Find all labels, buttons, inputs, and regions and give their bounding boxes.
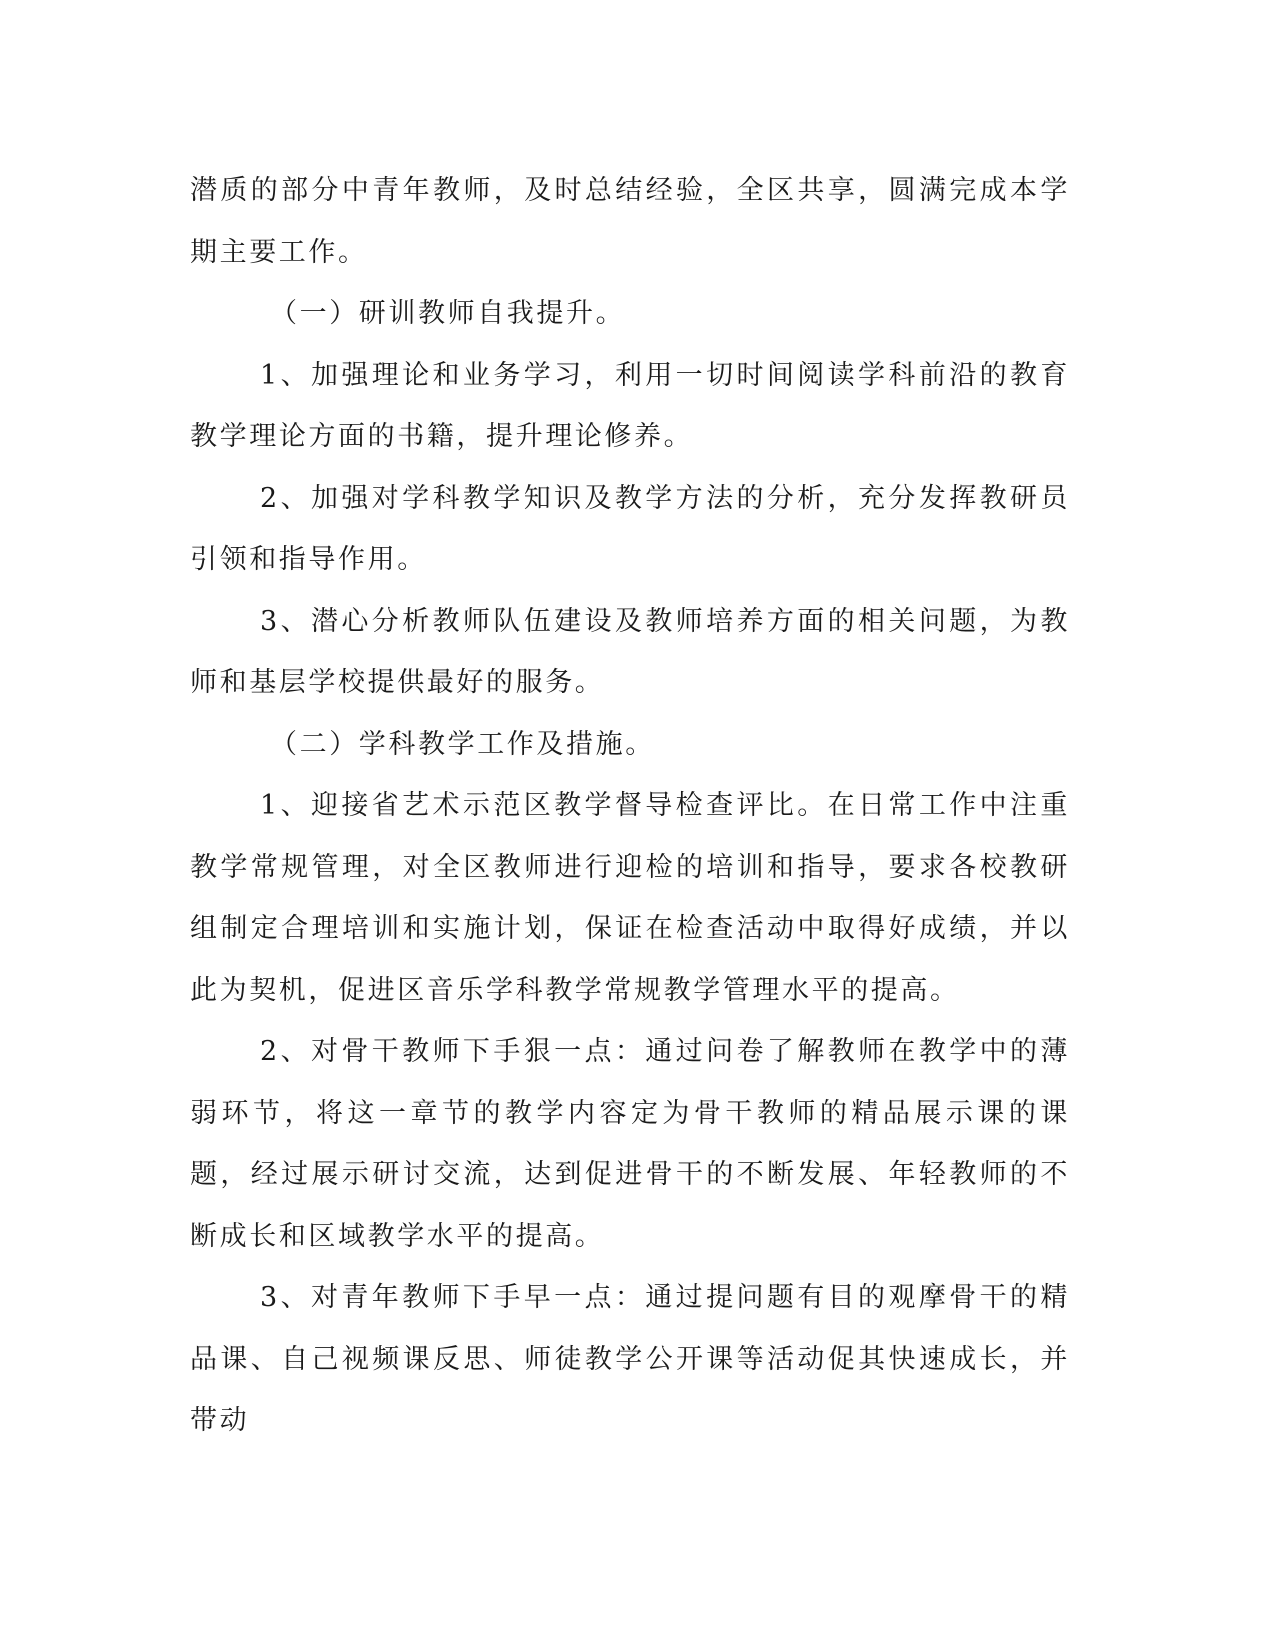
list-item: 2、加强对学科教学知识及教学方法的分析，充分发挥教研员引领和指导作用。 [190,482,1070,575]
list-item: 1、加强理论和业务学习，利用一切时间阅读学科前沿的教育教学理论方面的书籍，提升理论修养。 [190,359,1070,452]
document-body [190,160,1070,1452]
list-item: 3、潜心分析教师队伍建设及教师培养方面的相关问题，为教师和基层学校提供最好的服务。 [190,605,1070,698]
section-heading: （一）研训教师自我提升。 [270,298,626,329]
list-item: 3、对青年教师下手早一点：通过提问题有目的观摩骨干的精品课、自己视频课反思、师徒教学公开课等活动促其快速成长，并带动 [190,1282,1070,1436]
paragraph-intro: 潜质的部分中青年教师，及时总结经验，全区共享，圆满完成本学期主要工作。 [190,175,1070,268]
list-item: 2、对骨干教师下手狠一点：通过问卷了解教师在教学中的薄弱环节，将这一章节的教学内容定为骨干教师的精品展示课的课题，经过展示研讨交流，达到促进骨干的不断发展、年轻教师的不断成长和区域教学水平的提高。 [190,1036,1070,1252]
section-heading: （二）学科教学工作及措施。 [270,728,655,760]
list-item: 1、迎接省艺术示范区教学督导检查评比。在日常工作中注重教学常规管理，对全区教师进行迎检的培训和指导，要求各校教研组制定合理培训和实施计划，保证在检查活动中取得好成绩，并以此为契机，促进区音乐学科教学常规教学管理水平的提高。 [190,790,1070,1006]
